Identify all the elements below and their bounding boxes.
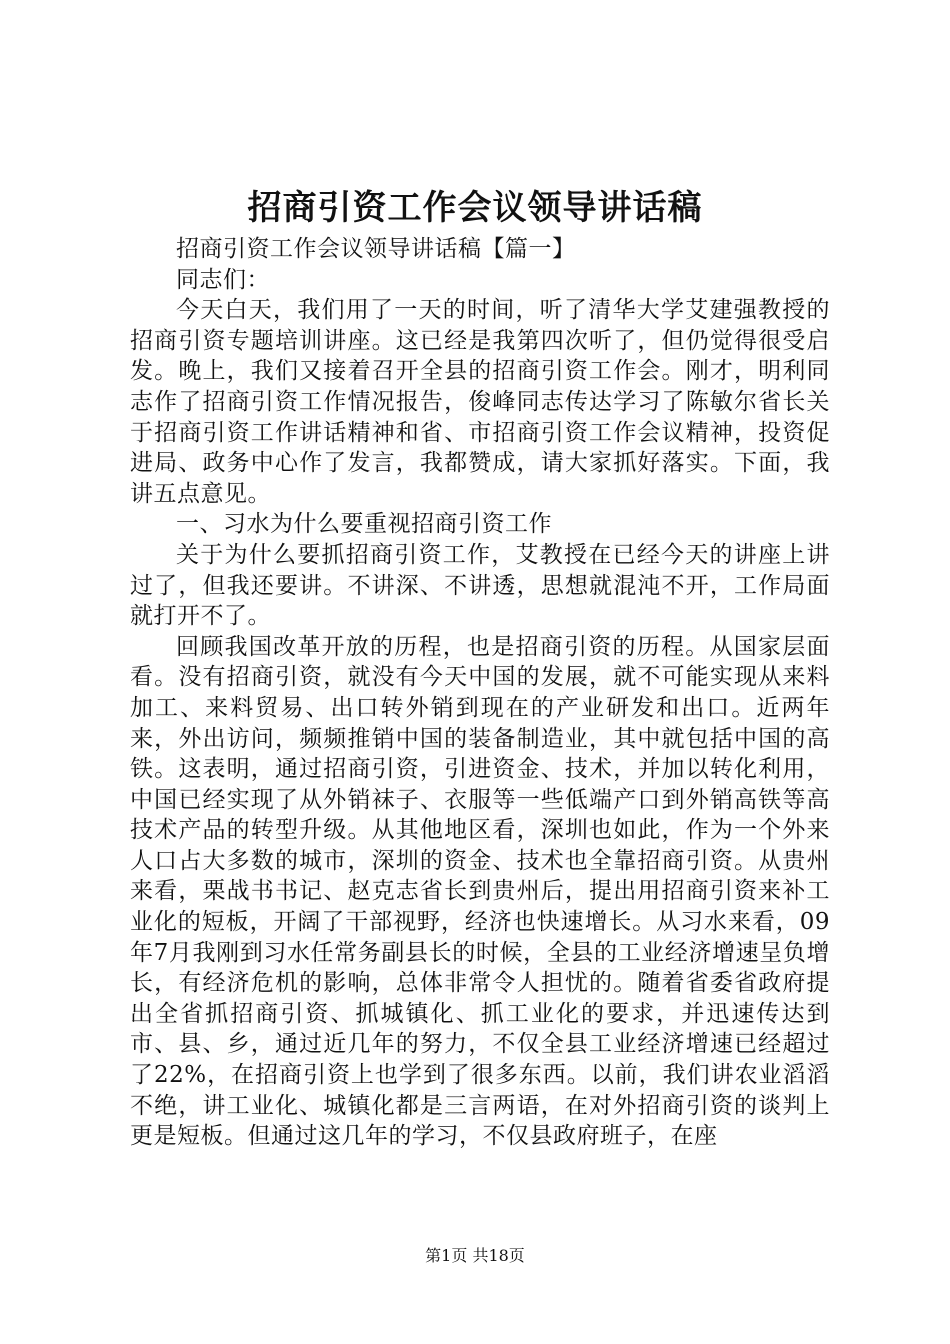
document-title: 招商引资工作会议领导讲话稿 [247,188,703,228]
document-body [130,234,830,1152]
body-paragraph: 回顾我国改革开放的历程，也是招商引资的历程。从国家层面看。没有招商引资，就没有今天中国的发展，就不可能实现从来料加工、来料贸易、出口转外销到现在的产业研发和出口。近两年来，外出访问，频频推销中国的装备制造业，其中就包括中国的高铁。这表明，通过招商引资，引进资金、技术，并加以转化利用，中国已经实现了从外销袜子、衣服等一些低端产口到外销高铁等高技术产品的转型升级。从其他地区看，深圳也如此，作为一个外来人口占大多数的城市，深圳的资金、技术也全靠招商引资。从贵州来看，栗战书书记、赵克志省长到贵州后，提出用招商引资来补工业化的短板，开阔了干部视野，经济也快速增长。从习水来看，09年7月我刚到习水任常务副县长的时候，全县的工业经济增速呈负增长，有经济危机的影响，总体非常令人担忧的。随着省委省政府提出全省抓招商引资、抓城镇化、抓工业化的要求，并迅速传达到市、县、乡，通过近几年的努力，不仅全县工业经济增速已经超过了22%，在招商引资上也学到了很多东西。以前，我们讲农业滔滔不绝，讲工业化、城镇化都是三言两语，在对外招商引资的谈判上更是短板。但通过这几年的学习，不仅县政府班子，在座 [130,633,830,1150]
section-heading: 一、习水为什么要重视招商引资工作 [176,511,552,538]
salutation: 同志们： [176,266,270,293]
page-footer: 第1页 共18页 [425,1246,525,1265]
body-paragraph: 今天白天，我们用了一天的时间，听了清华大学艾建强教授的招商引资专题培训讲座。这已经是我第四次听了，但仍觉得很受启发。晚上，我们又接着召开全县的招商引资工作会。刚才，明利同志作了招商引资工作情况报告，俊峰同志传达学习了陈敏尔省长关于招商引资工作讲话精神和省、市招商引资工作会议精神，投资促进局、政务中心作了发言，我都赞成，请大家抓好落实。下面，我讲五点意见。 [130,297,830,507]
section-heading: 招商引资工作会议领导讲话稿【篇一】 [176,236,576,262]
body-paragraph: 关于为什么要抓招商引资工作，艾教授在已经今天的讲座上讲过了，但我还要讲。不讲深、不讲透，思想就混沌不开，工作局面就打开不了。 [130,541,830,630]
